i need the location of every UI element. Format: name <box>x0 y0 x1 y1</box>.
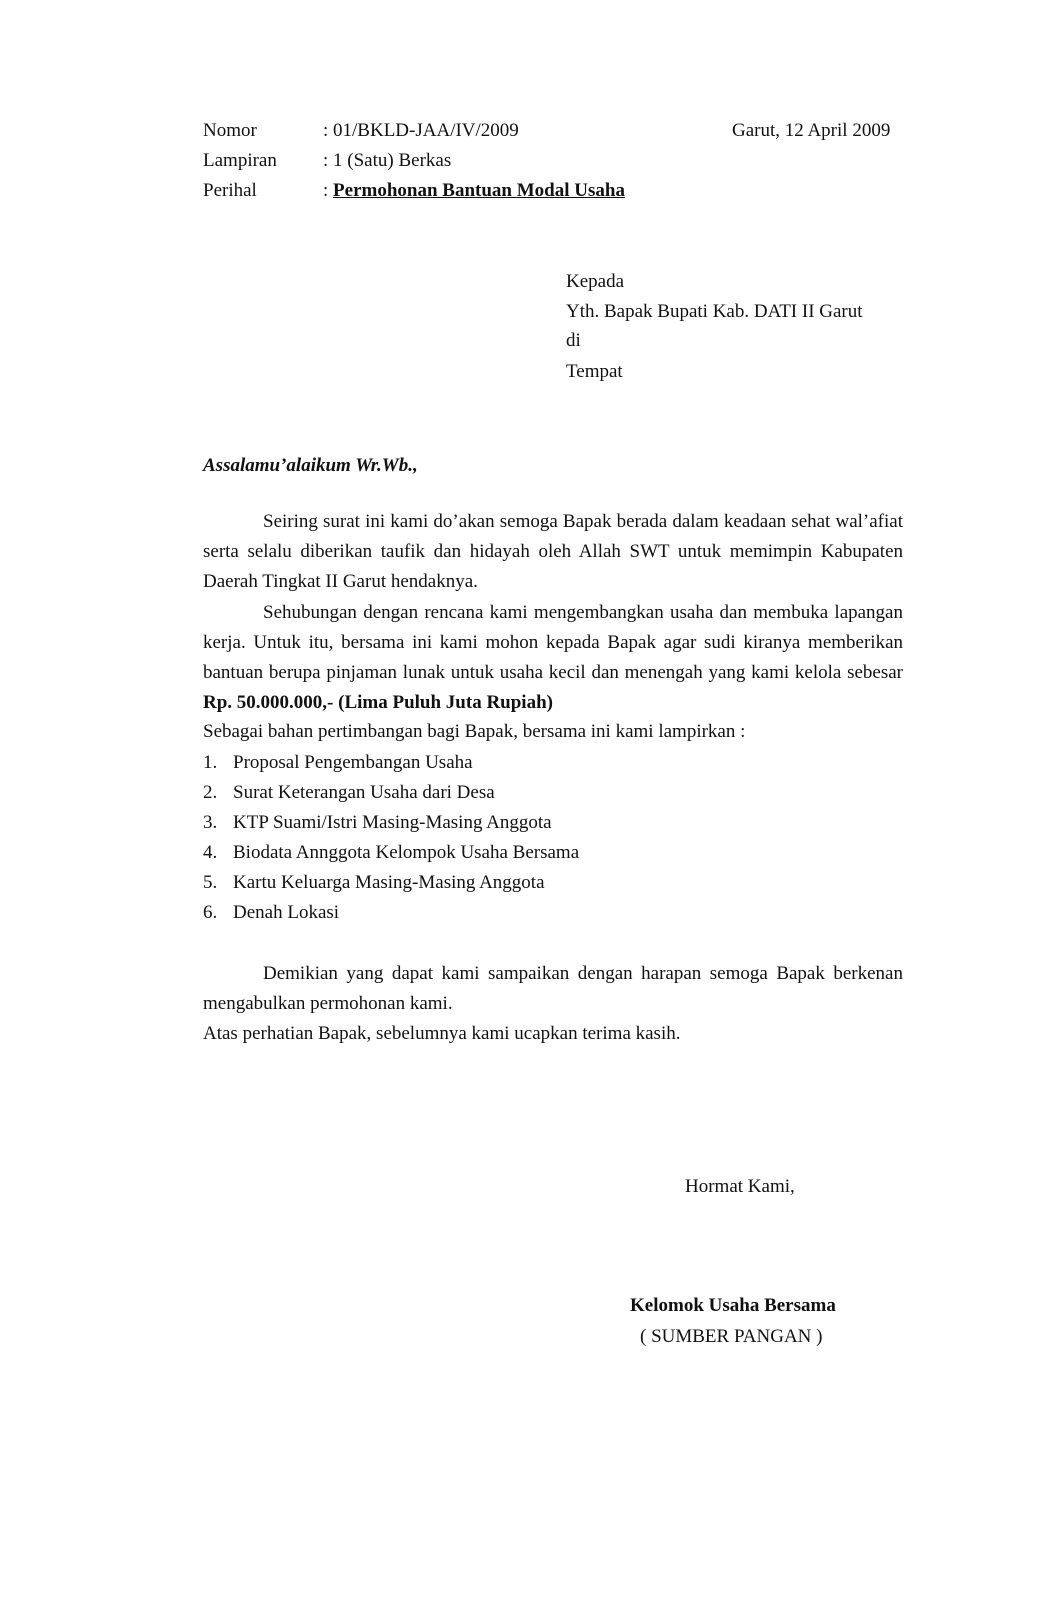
list-item <box>203 868 579 898</box>
request-text: Sehubungan dengan rencana kami mengembangkan usaha dan membuka lapangan kerja. Untuk itu, bersama ini kami mohon kepada Bapak agar sudi kiranya memberikan bantuan berupa pinjaman lunak untuk usaha kecil dan menengah yang kami kelola sebesar <box>203 602 903 683</box>
greeting: Assalamu’alaikum Wr.Wb., <box>203 455 418 476</box>
list-item-text: Surat Keterangan Usaha dari Desa <box>233 782 495 803</box>
lampiran-label: Lampiran <box>203 150 277 171</box>
list-item-text: Biodata Annggota Kelompok Usaha Bersama <box>233 842 580 863</box>
list-item-number: 4. <box>203 842 218 863</box>
list-item-text: Proposal Pengembangan Usaha <box>233 752 473 773</box>
paragraph-opening: Seiring surat ini kami do’akan semoga Bapak berada dalam keadaan sehat wal’afiat serta selalu diberikan taufik dan hidayah oleh Allah SWT untuk memimpin Kabupaten Daerah Tingkat II Garut hendaknya. <box>203 511 903 592</box>
nomor-value: : 01/BKLD-JAA/IV/2009 <box>323 120 519 141</box>
list-item-text: Kartu Keluarga Masing-Masing Anggota <box>233 872 545 893</box>
closing-salutation: Hormat Kami, <box>685 1176 795 1197</box>
attachment-list <box>203 748 579 928</box>
list-item <box>203 778 579 808</box>
paragraph-thanks: Atas perhatian Bapak, sebelumnya kami ucapkan terima kasih. <box>203 1023 681 1044</box>
perihal-field <box>323 176 625 206</box>
list-item-number: 5. <box>203 872 218 893</box>
nomor-label: Nomor <box>203 120 257 141</box>
list-item <box>203 838 579 868</box>
lampiran-value: : 1 (Satu) Berkas <box>323 150 452 171</box>
paragraph-closing: Demikian yang dapat kami sampaikan dengan harapan semoga Bapak berkenan mengabulkan permohonan kami. <box>203 963 903 1014</box>
request-amount: Rp. 50.000.000,- (Lima Puluh Juta Rupiah) <box>203 692 553 713</box>
signature-organization: Kelomok Usaha Bersama <box>630 1295 836 1316</box>
signature-group-name: ( SUMBER PANGAN ) <box>640 1326 823 1347</box>
list-item-number: 3. <box>203 812 218 833</box>
list-item <box>203 748 579 778</box>
list-item-text: Denah Lokasi <box>233 902 340 923</box>
letter-date: Garut, 12 April 2009 <box>732 120 891 141</box>
recipient-line-1: Kepada <box>566 271 625 292</box>
list-item-number: 2. <box>203 782 218 803</box>
perihal-label: Perihal <box>203 180 257 201</box>
list-item-text: KTP Suami/Istri Masing-Masing Anggota <box>233 812 552 833</box>
perihal-value: Permohonan Bantuan Modal Usaha <box>333 180 625 201</box>
recipient-line-3: di <box>566 330 581 351</box>
recipient-line-2: Yth. Bapak Bupati Kab. DATI II Garut <box>566 301 863 322</box>
list-item <box>203 898 579 928</box>
perihal-colon: : <box>323 180 334 201</box>
list-item-number: 1. <box>203 752 218 773</box>
list-item-number: 6. <box>203 902 218 923</box>
list-item <box>203 808 579 838</box>
attachment-intro: Sebagai bahan pertimbangan bagi Bapak, bersama ini kami lampirkan : <box>203 721 746 742</box>
recipient-line-4: Tempat <box>566 361 623 382</box>
paragraph-request <box>203 598 903 718</box>
